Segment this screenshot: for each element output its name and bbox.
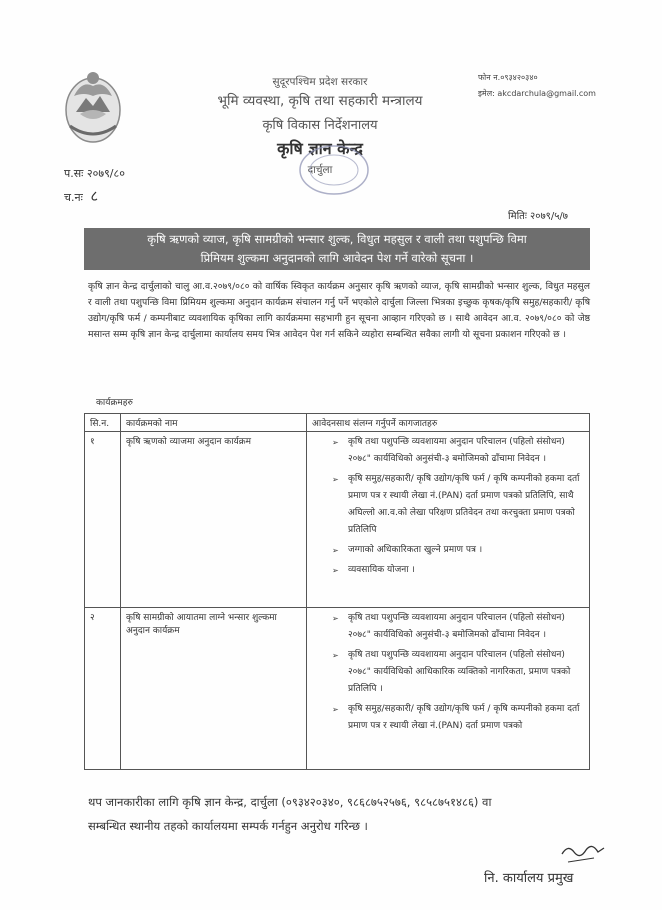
government-emblem-icon bbox=[62, 66, 124, 150]
office-location: दार्चुला bbox=[307, 164, 333, 176]
patra-sankhya-label: प.सः bbox=[64, 167, 84, 180]
directorate-name: कृषि विकास निर्देशनालय bbox=[262, 118, 378, 133]
office-stamp-icon bbox=[295, 140, 373, 200]
row-sn: २ bbox=[85, 608, 121, 770]
list-item: ➢ व्यवसायिक योजना । bbox=[332, 562, 584, 579]
row-sn: १ bbox=[85, 432, 121, 608]
programs-table bbox=[84, 413, 590, 770]
table-row bbox=[85, 432, 590, 608]
header-required-docs: आवेदनसाथ संलग्न गर्नुपर्ने कागजातहरु bbox=[307, 414, 590, 432]
notice-title-line1: कृषि ऋणको व्याज, कृषि सामग्रीको भन्सार शुल्क, विधुत महसुल र वाली तथा पशुपन्छि विमा bbox=[147, 232, 527, 246]
list-item: ➢ जग्गाको अधिकारिकता खुल्ने प्रमाण पत्र । bbox=[332, 542, 584, 559]
docs-list bbox=[312, 610, 584, 735]
notice-title bbox=[84, 228, 590, 270]
signature-icon bbox=[558, 840, 608, 866]
list-item: ➢ कृषि समुह/सहकारी/ कृषि उद्योग/कृषि फर्म / कृषि कम्पनीको हकमा दर्ता प्रमाण पत्र र स्थायी लेखा नं.(PAN) दर्ता प्रमाण पत्रको bbox=[332, 701, 584, 735]
patra-sankhya bbox=[64, 166, 125, 181]
email-line bbox=[478, 88, 596, 99]
row-docs bbox=[307, 432, 590, 608]
row-docs bbox=[307, 608, 590, 770]
docs-list bbox=[312, 434, 584, 579]
row-program-name: कृषि ऋणको व्याजमा अनुदान कार्यक्रम bbox=[121, 432, 307, 608]
notice-body: कृषि ज्ञान केन्द्र दार्चुलाको चालु आ.व.२०७९/०८० को वार्षिक स्विकृत कार्यक्रम अनुसार कृषि ऋणको व्याज, कृषि सामग्रीको भन्सार शुल्क, विधुत महसुल र वाली तथा पशुपन्छि विमा प्रिमियम शुल्कमा अनुदान कार्यक्रम संचालन गर्नु पर्ने भएकोले दार्चुला जिल्ला भित्रका इच्छुक कृषक/कृषि समुह/सहकारी/ कृषि उद्योग/कृषि फर्म / कम्पनीबाट व्यवशायिक कृषिका लागि कार्यक्रममा सहभागी हुन सूचना आव्हान गरिएको छ । साथै आवेदन आ.व. २०७९/०८० को जेष्ठ मसान्त सम्म कृषि ज्ञान केन्द्र दार्चुलामा कार्यालय समय भित्र आवेदन पेश गर्न सकिने व्यहोरा सम्बन्धित सवैका लागी यो सूचना प्रकाशन गरिएको छ । bbox=[88, 281, 591, 340]
chalani-number bbox=[64, 186, 98, 206]
province-name: सुदूरपश्चिम प्रदेश सरकार bbox=[272, 76, 368, 88]
email-label: इमेल: bbox=[478, 89, 495, 98]
contact-info-line2: सम्बन्धित स्थानीय तहको कार्यालयमा सम्पर्क गर्नहुन अनुरोध गरिन्छ । bbox=[88, 819, 368, 833]
chalani-number-value: ८ bbox=[90, 187, 99, 205]
contact-info-line1: थप जानकारीका लागि कृषि ज्ञान केन्द्र, दार्चुला (०९३४२०३४०, ९८६८७५२५७६, ९८५८७५१४८६) वा bbox=[88, 795, 492, 809]
ministry-name: भूमि व्यवस्था, कृषि तथा सहकारी मन्त्रालय bbox=[217, 93, 423, 109]
phone-number: फोन न.०९३४२०३४० bbox=[478, 73, 538, 82]
row-program-name: कृषि सामग्रीको आयातमा लाग्ने भन्सार शुल्कमा अनुदान कार्यक्रम bbox=[121, 608, 307, 770]
table-row bbox=[85, 608, 590, 770]
table-header-row bbox=[85, 414, 590, 432]
list-item: ➢ कृषि तथा पशुपन्छि व्यवशायमा अनुदान परिचालन (पहिलो संसोधन) २०७८" कार्यविधिको अनुसंची-३ बमोजिमको ढाँचामा निवेदन । bbox=[332, 434, 584, 468]
list-item: ➢ कृषि समुह/सहकारी/ कृषि उद्योग/कृषि फर्म / कृषि कम्पनीको हकमा दर्ता प्रमाण पत्र र स्थायी लेखा नं.(PAN) दर्ता प्रमाण पत्रको प्रतिलिपि, साथै अघिल्लो आ.व.को लेखा परिक्षण प्रतिवेदन तथा करचुक्ता प्रमाण पत्रको प्रतिलिपि bbox=[332, 471, 584, 539]
patra-sankhya-value: २०७९/८० bbox=[86, 167, 125, 180]
notice-date: मितिः २०७९/५/७ bbox=[508, 211, 568, 222]
notice-title-line2: प्रिमियम शुल्कमा अनुदानको लागि आवेदन पेश गर्ने वारेको सूचना । bbox=[200, 251, 474, 265]
programs-heading: कार्यक्रमहरु bbox=[96, 398, 133, 408]
email-address: akcdarchula@gmail.com bbox=[497, 89, 596, 98]
header-sn: सि.न. bbox=[85, 414, 121, 432]
office-chief-signatory: नि. कार्यालय प्रमुख bbox=[484, 871, 574, 886]
header-program-name: कार्यक्रमको नाम bbox=[121, 414, 307, 432]
list-item: ➢ कृषि तथा पशुपन्छि व्यवशायमा अनुदान परिचालन (पहिलो संसोधन) २०७८" कार्यविधिको अनुसंची-३ बमोजिमको ढाँचामा निवेदन । bbox=[332, 610, 584, 644]
chalani-number-label: च.नः bbox=[64, 191, 83, 204]
list-item: ➢ कृषि तथा पशुपन्छि व्यवशायमा अनुदान परिचालन (पहिलो संसोधन) २०७८" कार्यविधिको आधिकारिक व्यक्तिको नागरिकता, प्रमाण पत्रको प्रतिलिपि । bbox=[332, 647, 584, 698]
office-name: कृषि ज्ञान केन्द्र bbox=[277, 139, 363, 158]
